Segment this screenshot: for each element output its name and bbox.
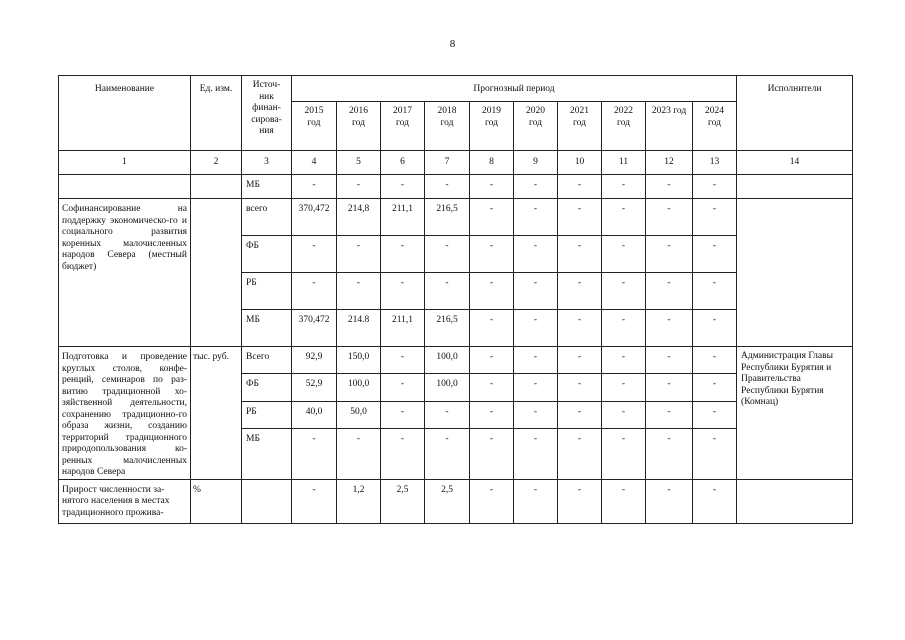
row-source: Всего <box>242 347 292 374</box>
cell-value: - <box>558 273 602 310</box>
cell-value: - <box>514 479 558 523</box>
header-year-2: 2016 год <box>337 102 381 151</box>
cell-value: - <box>514 175 558 199</box>
cell-value: - <box>514 401 558 428</box>
cell-value: - <box>514 374 558 401</box>
row-name: Подготовка и проведение круглых столов, конфе-ренций, семинаров по раз-витию традиционной хо-зяйственной деятельности, сохранению традиционно-го образа жизни, созданию территорий традиционного природопользования ко-ренных малочисленных народов Севера <box>59 347 191 480</box>
block2-row <box>59 347 853 374</box>
cell-value: - <box>514 199 558 236</box>
cell-value: - <box>693 374 737 401</box>
cell-value: - <box>337 175 381 199</box>
cell-value: 40,0 <box>292 401 337 428</box>
cell-value: - <box>558 401 602 428</box>
cell-value: - <box>693 199 737 236</box>
cell-value: - <box>514 310 558 347</box>
column-number-9: 9 <box>514 151 558 175</box>
cell-value: - <box>381 374 425 401</box>
cell-value: - <box>602 199 646 236</box>
header-year-7: 2021 год <box>558 102 602 151</box>
header-year-3: 2017 год <box>381 102 425 151</box>
row-executor: Администрация Главы Республики Бурятия и Правительства Республики Бурятия (Комнац) <box>737 347 853 480</box>
header-year-8: 2022 год <box>602 102 646 151</box>
header-executors: Исполнители <box>737 76 853 151</box>
cell-value: - <box>470 175 514 199</box>
cell-value: - <box>470 429 514 479</box>
cell-value: 100,0 <box>425 374 470 401</box>
block1-row <box>59 199 853 236</box>
row-source: МБ <box>242 429 292 479</box>
cell-value: - <box>602 347 646 374</box>
column-number-2: 2 <box>191 151 242 175</box>
cell-value: - <box>470 374 514 401</box>
cell-value: - <box>602 236 646 273</box>
cell-value: - <box>693 175 737 199</box>
cell-value: 216,5 <box>425 310 470 347</box>
column-number-6: 6 <box>381 151 425 175</box>
cell-value: - <box>470 236 514 273</box>
cell-value: - <box>381 429 425 479</box>
cell-value: 211,1 <box>381 310 425 347</box>
cell-value: - <box>470 199 514 236</box>
cell-value: - <box>693 479 737 523</box>
cell-value: - <box>602 273 646 310</box>
cell-value: - <box>292 273 337 310</box>
row-executor <box>737 479 853 523</box>
column-number-12: 12 <box>646 151 693 175</box>
header-year-5: 2019 год <box>470 102 514 151</box>
cell-value: - <box>292 175 337 199</box>
column-number-4: 4 <box>292 151 337 175</box>
cell-value: - <box>558 310 602 347</box>
header-unit: Ед. изм. <box>191 76 242 151</box>
cell-value: - <box>470 310 514 347</box>
row-unit: тыс. руб. <box>191 347 242 480</box>
cell-value: - <box>646 401 693 428</box>
column-number-1: 1 <box>59 151 191 175</box>
column-number-11: 11 <box>602 151 646 175</box>
row-name: Прирост численности за-нятого населения в местах традиционного прожива- <box>59 479 191 523</box>
cell-value: - <box>693 273 737 310</box>
cell-value: - <box>425 175 470 199</box>
cell-value: 52,9 <box>292 374 337 401</box>
header-year-4: 2018 год <box>425 102 470 151</box>
column-number-7: 7 <box>425 151 470 175</box>
header-forecast: Прогнозный период <box>292 76 737 102</box>
header-year-9: 2023 год <box>646 102 693 151</box>
row-executor <box>737 199 853 347</box>
header-name: Наименование <box>59 76 191 151</box>
cell-value: 211,1 <box>381 199 425 236</box>
row-executor <box>737 175 853 199</box>
cell-value: 370,472 <box>292 199 337 236</box>
column-number-13: 13 <box>693 151 737 175</box>
cell-value: 1,2 <box>337 479 381 523</box>
cell-value: - <box>646 310 693 347</box>
cell-value: 2,5 <box>425 479 470 523</box>
row-source: РБ <box>242 401 292 428</box>
cell-value: - <box>381 175 425 199</box>
cell-value: - <box>693 236 737 273</box>
cell-value: 370,472 <box>292 310 337 347</box>
cell-value: - <box>470 401 514 428</box>
cell-value: 100,0 <box>337 374 381 401</box>
cell-value: - <box>470 479 514 523</box>
cell-value: - <box>602 479 646 523</box>
cell-value: - <box>514 429 558 479</box>
cell-value: - <box>514 347 558 374</box>
cell-value: 2,5 <box>381 479 425 523</box>
header-source: Источ- ник финан- сирова- ния <box>242 76 292 151</box>
column-number-10: 10 <box>558 151 602 175</box>
cell-value: - <box>381 236 425 273</box>
row-source: ФБ <box>242 374 292 401</box>
cell-value: - <box>646 199 693 236</box>
cell-value: - <box>646 236 693 273</box>
column-number-row <box>59 151 853 175</box>
column-number-14: 14 <box>737 151 853 175</box>
cell-value: - <box>558 236 602 273</box>
cell-value: 214,8 <box>337 199 381 236</box>
row-unit: % <box>191 479 242 523</box>
cell-value: - <box>292 479 337 523</box>
cell-value: - <box>646 175 693 199</box>
cell-value: - <box>337 429 381 479</box>
cell-value: - <box>558 374 602 401</box>
cell-value: - <box>693 401 737 428</box>
row-source: всего <box>242 199 292 236</box>
cell-value: - <box>646 374 693 401</box>
row-source <box>242 479 292 523</box>
cell-value: 100,0 <box>425 347 470 374</box>
cell-value: - <box>646 347 693 374</box>
cell-value: - <box>337 236 381 273</box>
cell-value: 92,9 <box>292 347 337 374</box>
cell-value: 214.8 <box>337 310 381 347</box>
page-number: 8 <box>449 38 456 50</box>
cell-value: - <box>558 199 602 236</box>
cell-value: - <box>558 175 602 199</box>
cell-value: - <box>558 347 602 374</box>
cell-value: - <box>425 429 470 479</box>
budget-table <box>58 75 853 524</box>
cell-value: - <box>602 401 646 428</box>
cell-value: - <box>381 401 425 428</box>
cell-value: - <box>602 374 646 401</box>
cell-value: - <box>602 310 646 347</box>
cell-value: 50,0 <box>337 401 381 428</box>
header-year-6: 2020 год <box>514 102 558 151</box>
cell-value: - <box>425 401 470 428</box>
row-unit <box>191 175 242 199</box>
cell-value: - <box>381 273 425 310</box>
block3-row <box>59 479 853 523</box>
header-row <box>59 76 853 102</box>
cell-value: - <box>693 347 737 374</box>
row-source: РБ <box>242 273 292 310</box>
cell-value: - <box>514 273 558 310</box>
row-source: ФБ <box>242 236 292 273</box>
cell-value: - <box>646 273 693 310</box>
cell-value: - <box>425 273 470 310</box>
cell-value: - <box>292 429 337 479</box>
column-number-8: 8 <box>470 151 514 175</box>
cell-value: - <box>337 273 381 310</box>
row-name: Софинансирование на поддержку экономическо-го и социального развития коренных малочисленных народов Севера (местный бюджет) <box>59 199 191 347</box>
block0-row <box>59 175 853 199</box>
cell-value: 150,0 <box>337 347 381 374</box>
row-unit <box>191 199 242 347</box>
cell-value: - <box>558 429 602 479</box>
header-year-10: 2024 год <box>693 102 737 151</box>
cell-value: - <box>693 310 737 347</box>
cell-value: - <box>425 236 470 273</box>
row-name <box>59 175 191 199</box>
cell-value: 216,5 <box>425 199 470 236</box>
cell-value: - <box>646 479 693 523</box>
cell-value: - <box>558 479 602 523</box>
cell-value: - <box>470 347 514 374</box>
row-source: МБ <box>242 310 292 347</box>
column-number-3: 3 <box>242 151 292 175</box>
column-number-5: 5 <box>337 151 381 175</box>
cell-value: - <box>470 273 514 310</box>
cell-value: - <box>514 236 558 273</box>
cell-value: - <box>693 429 737 479</box>
row-source: МБ <box>242 175 292 199</box>
header-year-1: 2015 год <box>292 102 337 151</box>
cell-value: - <box>292 236 337 273</box>
cell-value: - <box>646 429 693 479</box>
cell-value: - <box>381 347 425 374</box>
cell-value: - <box>602 175 646 199</box>
cell-value: - <box>602 429 646 479</box>
